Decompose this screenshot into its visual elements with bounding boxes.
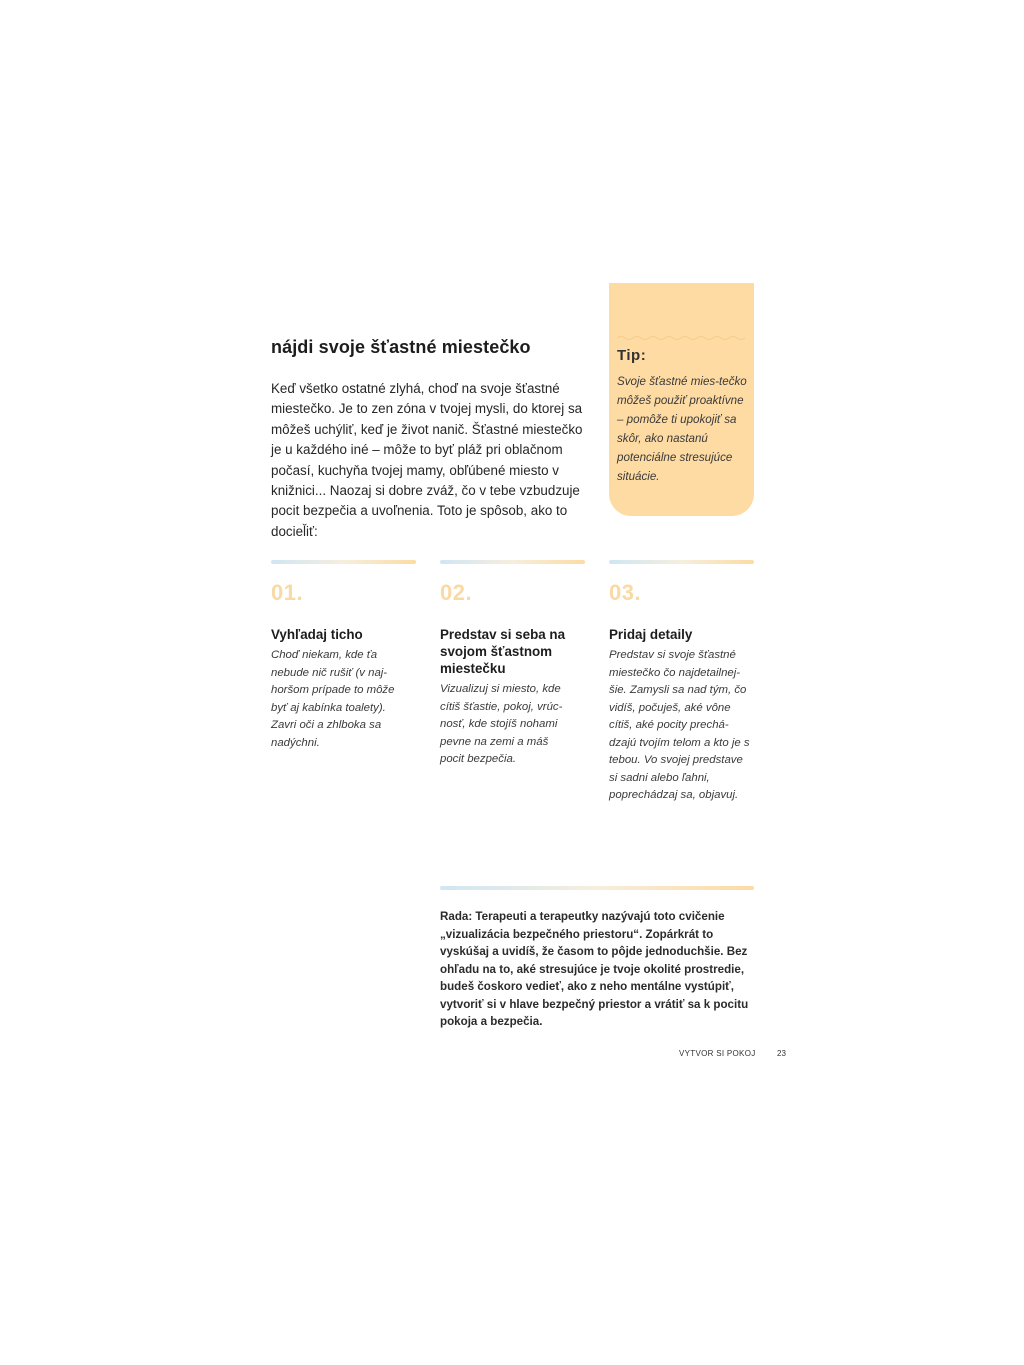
- tip-body: Svoje šťastné mies-tečko môžeš použiť proaktívne – pomôže ti upokojiť sa skôr, ako nastanú potenciálne stresujúce situácie.: [617, 375, 747, 483]
- intro-paragraph: Keď všetko ostatné zlyhá, choď na svoje šťastné miestečko. Je to zen zóna v tvojej mysli, do ktorej sa môžeš uchýliť, keď je život nanič. Šťastné miestečko je u každého iné – môže to byť pláž pri oblačnom počasí, kuchyňa tvojej mamy, obľúbené miesto v knižnici... Naozaj si dobre zváž, čo v tebe vzbudzuje pocit bezpečia a uvoľnenia. Toto je spôsob, ako to dociel̆iť:: [271, 381, 583, 539]
- step-divider: [271, 560, 416, 564]
- page-number: 23: [777, 1049, 786, 1058]
- tip-title: Tip:: [617, 347, 647, 364]
- step-body: Vizualizuj si miesto, kde cítiš šťastie, pokoj, vrúc-nosť, kde stojíš nohami pevne na zemi a máš pocit bezpečia.: [440, 683, 563, 765]
- step-body: Choď niekam, kde ťa nebude nič rušiť (v naj-horšom prípade to môže byť aj kabínka toalety). Zavri oči a zhlboka sa nadýchni.: [271, 649, 395, 749]
- advice-note: Rada: Terapeuti a terapeutky nazývajú toto cvičenie „vizualizácia bezpečného priestoru“. Zopárkrát to vyskúšaj a uvidíš, že časom to pôjde jednoduchšie. Bez ohľadu na to, aké stresujúce je tvoje okolité prostredie, budeš čoskoro vedieť, ako z neho mentálne vystúpiť, vytvoriť si v hlave bezpečný priestor a vrátiť sa k pocitu pokoja a bezpečia.: [440, 910, 749, 1028]
- step-number: 02.: [440, 580, 473, 605]
- step-title: Predstav si seba na svojom šťastnom miestečku: [440, 627, 566, 676]
- page-heading: nájdi svoje šťastné miestečko: [271, 337, 531, 357]
- footer-section-title: VYTVOR SI POKOJ: [679, 1049, 756, 1058]
- step-number: 01.: [271, 580, 304, 605]
- wave-divider-icon: [617, 335, 745, 341]
- step-divider: [440, 560, 585, 564]
- step-number: 03.: [609, 580, 642, 605]
- step-1: [271, 580, 411, 752]
- step-3: [609, 580, 754, 805]
- step-divider: [609, 560, 754, 564]
- step-title: Vyhľadaj ticho: [271, 627, 363, 642]
- step-body: Predstav si svoje šťastné miestečko čo najdetailnej-šie. Zamysli sa nad tým, čo vidíš, počuješ, aké vône cítiš, aké pocity prechá-dzajú tvojím telom a kto je s tebou. Vo svojej predstave si sadni alebo ľahni, poprechádzaj sa, objavuj.: [609, 649, 750, 801]
- step-2: [440, 580, 585, 769]
- tip-card: [609, 283, 754, 516]
- step-title: Pridaj detaily: [609, 627, 693, 642]
- note-divider: [440, 886, 754, 890]
